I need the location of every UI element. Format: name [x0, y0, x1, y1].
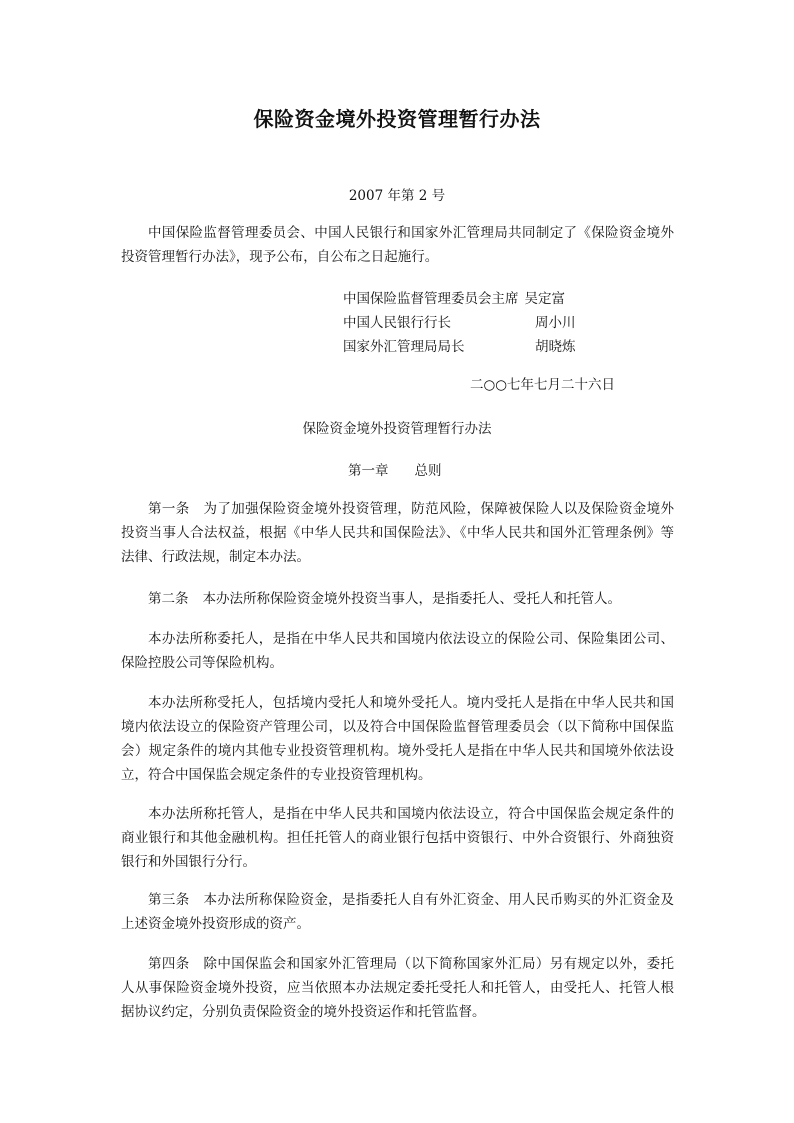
article-paragraph	[121, 497, 674, 569]
article-text: 除中国保监会和国家外汇管理局（以下简称国家外汇局）另有规定以外，委托人从事保险资金境外投资，应当依照本办法规定委托受托人和托管人，由受托人、托管人根据协议约定，分别负责保险资金的境外投资运作和托管监督。	[121, 956, 675, 1020]
article-text: 本办法所称委托人，是指在中华人民共和国境内依法设立的保险公司、保险集团公司、保险控股公司等保险机构。	[121, 631, 674, 671]
article-text: 本办法所称受托人，包括境内受托人和境外受托人。境内受托人是指在中华人民共和国境内依法设立的保险资产管理公司，以及符合中国保险监督管理委员会（以下简称中国保监会）规定条件的境内其他专业投资管理机构。境外受托人是指在中华人民共和国境外依法设立，符合中国保监会规定条件的专业投资管理机构。	[121, 695, 674, 783]
signatory-name: 周小川	[535, 315, 576, 331]
document-number: 2007 年第 2 号	[348, 188, 446, 204]
article-paragraph	[121, 627, 674, 675]
signature-row	[343, 287, 576, 311]
signatory-title: 中国保险监督管理委员会主席	[343, 291, 519, 307]
article-label: 第三条	[148, 892, 190, 908]
signature-row	[343, 311, 576, 335]
signatory-title: 中国人民银行行长	[343, 315, 451, 331]
document-title: 保险资金境外投资管理暂行办法	[253, 107, 541, 131]
signatory-name: 吴定富	[524, 291, 565, 307]
article-paragraph	[121, 952, 674, 1024]
article-text: 为了加强保险资金境外投资管理，防范风险，保障被保险人以及保险资金境外投资当事人合法权益，根据《中华人民共和国保险法》、《中华人民共和国外汇管理条例》等法律、行政法规，制定本办法。	[121, 501, 675, 565]
article-text: 本办法所称保险资金境外投资当事人，是指委托人、受托人和托管人。	[202, 591, 621, 607]
issue-date: 二○○七年七月二十六日	[470, 377, 616, 393]
article-paragraph	[121, 888, 674, 936]
article-text: 本办法所称托管人，是指在中华人民共和国境内依法设立，符合中国保监会规定条件的商业银行和其他金融机构。担任托管人的商业银行包括中资银行、中外合资银行、外商独资银行和外国银行分行。	[121, 806, 674, 870]
article-label: 第二条	[148, 591, 189, 607]
article-paragraph	[121, 802, 674, 874]
chapter-name: 总则	[414, 463, 442, 479]
article-text: 本办法所称保险资金，是指委托人自有外汇资金、用人民币购买的外汇资金及上述资金境外投资形成的资产。	[121, 892, 675, 932]
chapter-heading	[348, 459, 442, 479]
signature-row	[343, 335, 576, 359]
preamble-paragraph: 中国保险监督管理委员会、中国人民银行和国家外汇管理局共同制定了《保险资金境外投资管理暂行办法》，现予公布，自公布之日起施行。	[121, 225, 674, 265]
article-label: 第四条	[148, 956, 190, 972]
regulation-subtitle: 保险资金境外投资管理暂行办法	[302, 421, 492, 437]
article-paragraph	[121, 587, 674, 611]
article-label: 第一条	[148, 501, 190, 517]
article-paragraph	[121, 691, 674, 787]
chapter-number: 第一章	[348, 463, 389, 479]
signature-block	[343, 287, 576, 359]
signatory-title: 国家外汇管理局局长	[343, 339, 465, 355]
signatory-name: 胡晓炼	[535, 339, 576, 355]
